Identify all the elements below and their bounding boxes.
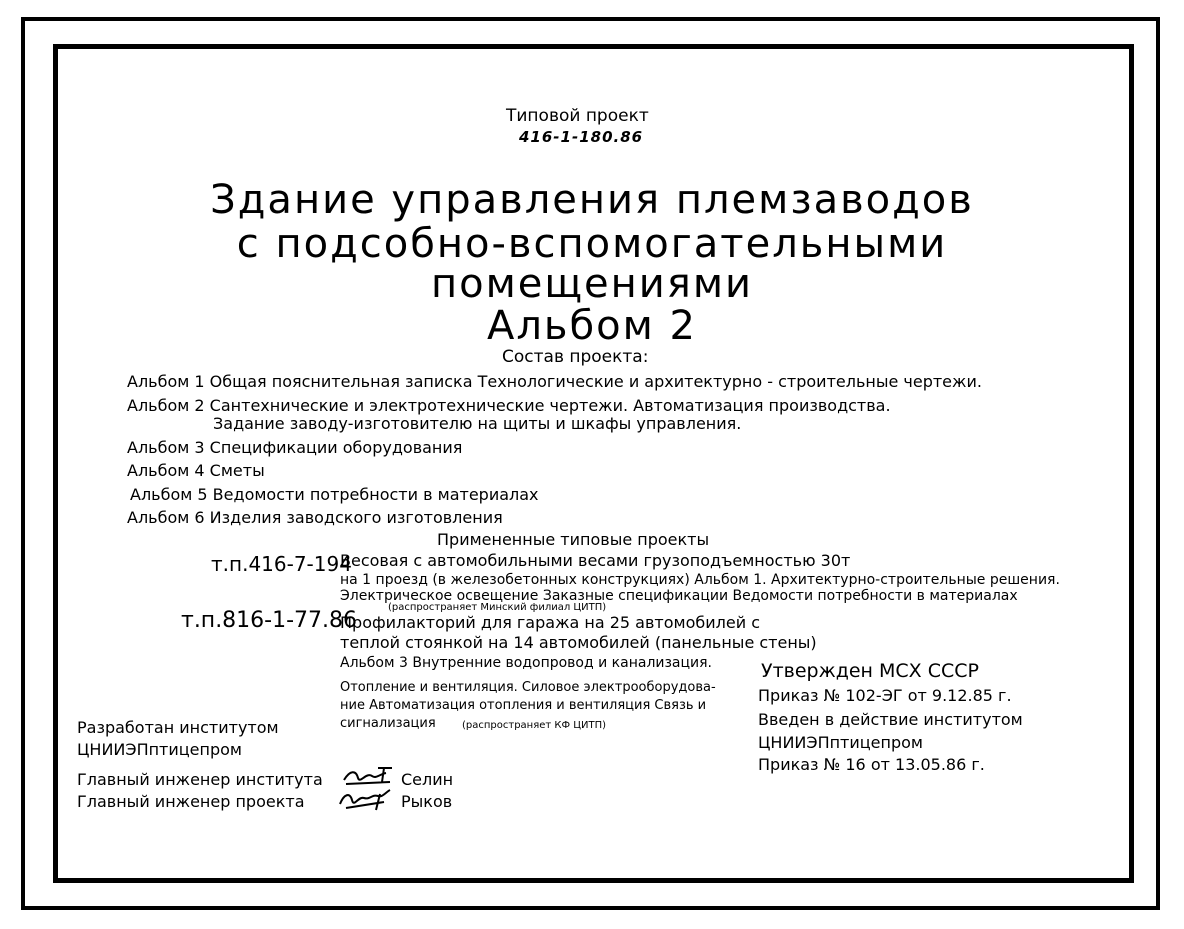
project-1-line-1: Весовая с автомобильными весами грузоподъемностью 30т	[340, 551, 851, 570]
project-1-code: т.п.416-7-194	[211, 552, 352, 576]
enacting-institute: ЦНИИЭПптицепром	[758, 733, 923, 752]
enacted-line: Введен в действие институтом	[758, 710, 1023, 729]
album-4-line: Альбом 4 Сметы	[127, 461, 265, 480]
project-2-distributor: (распространяет КФ ЦИТП)	[462, 720, 607, 731]
album-6-line: Альбом 6 Изделия заводского изготовления	[127, 508, 503, 527]
album-2-line: Альбом 2 Сантехнические и электротехнические чертежи. Автоматизация производства.	[127, 396, 891, 415]
project-2-code: т.п.816-1-77.86	[181, 608, 358, 633]
project-2-line-6: сигнализация	[340, 716, 436, 731]
applied-projects-heading: Примененные типовые проекты	[437, 530, 710, 549]
project-number: 416-1-180.86	[519, 128, 644, 146]
album-5-line: Альбом 5 Ведомости потребности в материалах	[130, 485, 539, 504]
enactment-order: Приказ № 16 от 13.05.86 г.	[758, 755, 985, 774]
project-1-distributor: (распространяет Минский филиал ЦИТП)	[388, 602, 607, 613]
chief-project-label: Главный инженер проекта	[77, 792, 305, 811]
project-2-line-5: ние Автоматизация отопления и вентиляция Связь и	[340, 698, 707, 713]
developer-institute: ЦНИИЭПптицепром	[77, 740, 242, 759]
title-line-3: помещениями	[430, 261, 754, 307]
chief-project-name: Рыков	[401, 792, 453, 811]
approval-order: Приказ № 102-ЭГ от 9.12.85 г.	[758, 686, 1012, 705]
album-2-continuation: Задание заводу-изготовителю на щиты и шкафы управления.	[213, 414, 742, 433]
approved-by: Утвержден МСХ СССР	[761, 660, 979, 682]
album-1-line: Альбом 1 Общая пояснительная записка Технологические и архитектурно - строительные чертежи.	[127, 372, 982, 391]
title-line-2: с подсобно-вспомогательными	[236, 221, 948, 267]
signature-rykov-icon	[336, 786, 396, 812]
project-2-line-4: Отопление и вентиляция. Силовое электрооборудова-	[340, 680, 716, 695]
project-1-line-3: Электрическое освещение Заказные спецификации Ведомости потребности в материалах	[340, 588, 1018, 604]
album-title: Альбом 2	[487, 303, 697, 349]
chief-institute-label: Главный инженер института	[77, 770, 323, 789]
type-project-label: Типовой проект	[506, 106, 649, 126]
composition-heading: Состав проекта:	[502, 347, 649, 367]
title-line-1: Здание управления племзаводов	[210, 177, 974, 223]
signature-selin-icon	[340, 764, 398, 788]
project-1-line-2: на 1 проезд (в железобетонных конструкциях) Альбом 1. Архитектурно-строительные решения.	[340, 572, 1060, 588]
developer-line-1: Разработан институтом	[77, 718, 279, 737]
project-2-line-2: теплой стоянкой на 14 автомобилей (панельные стены)	[340, 633, 817, 652]
album-3-line: Альбом 3 Спецификации оборудования	[127, 438, 463, 457]
chief-institute-name: Селин	[401, 770, 454, 789]
project-2-line-1: Профилакторий для гаража на 25 автомобилей с	[340, 613, 760, 632]
project-2-line-3: Альбом 3 Внутренние водопровод и канализация.	[340, 655, 713, 671]
